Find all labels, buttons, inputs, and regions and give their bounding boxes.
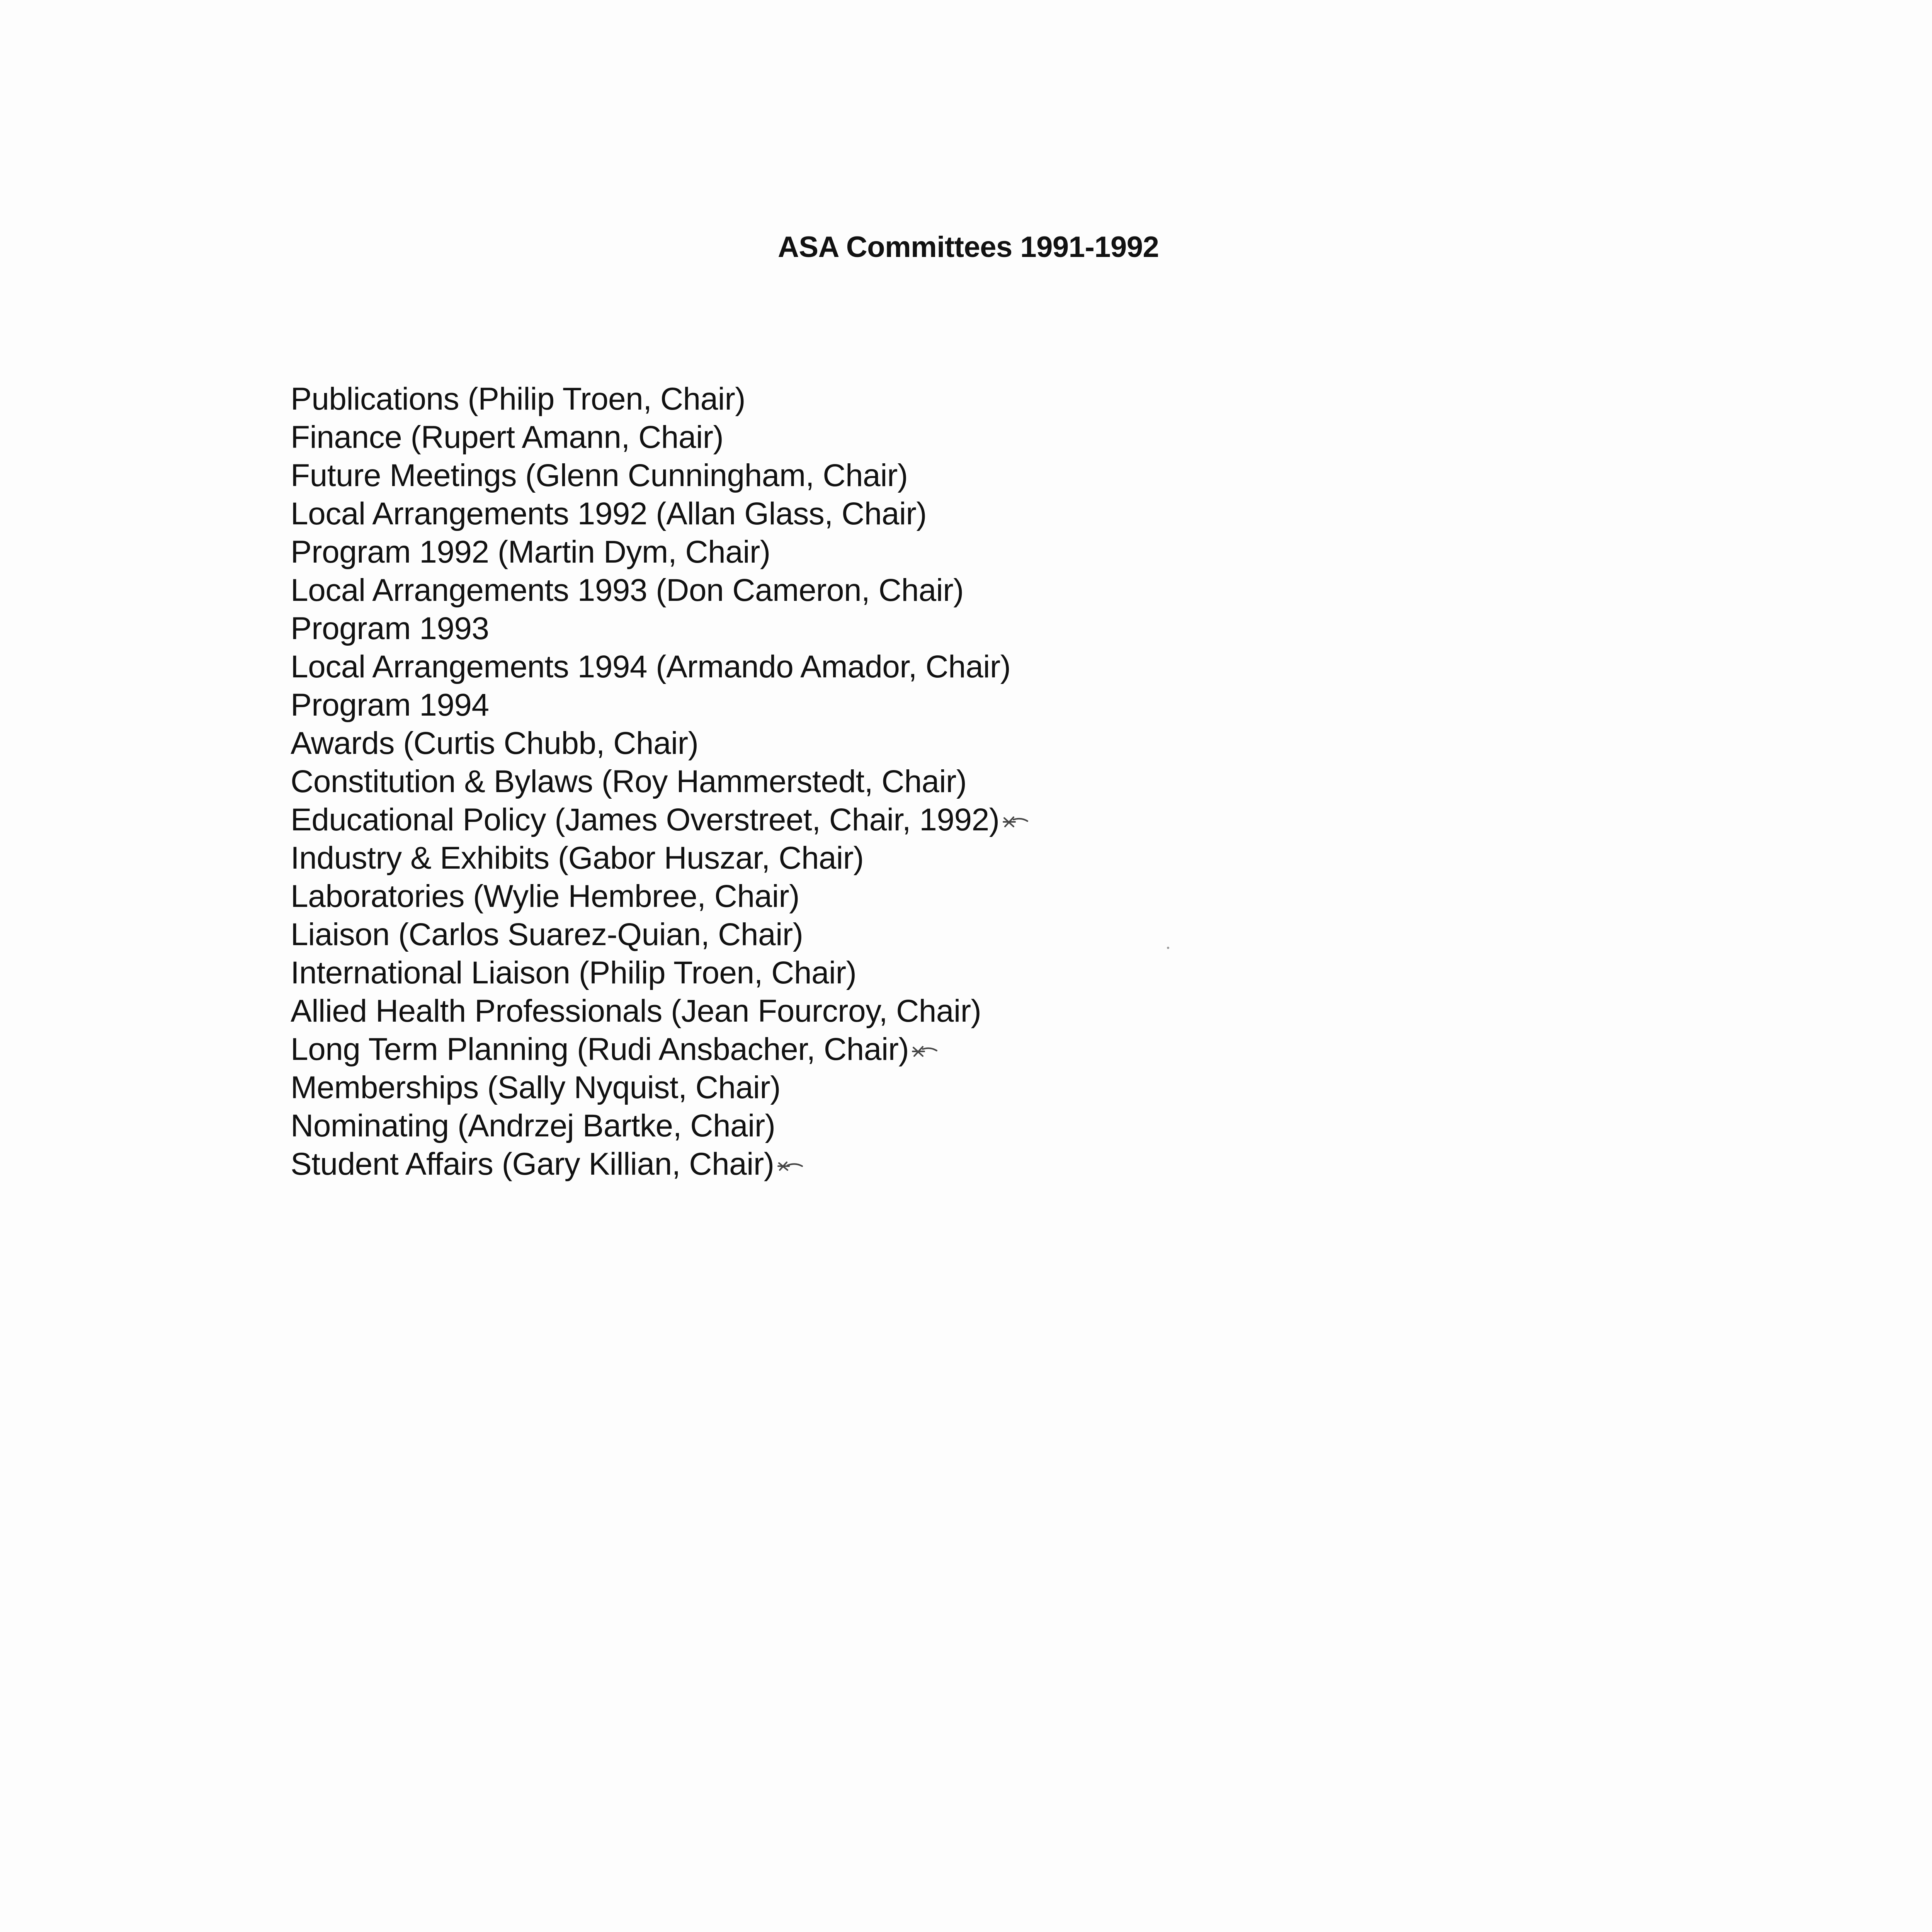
committee-item-text: Program 1993 <box>291 611 489 646</box>
committee-item-text: Finance (Rupert Amann, Chair) <box>291 420 724 455</box>
committee-item <box>291 686 1029 724</box>
committee-item-text: Local Arrangements 1993 (Don Cameron, Chair) <box>291 573 964 608</box>
committee-item-text: Nominating (Andrzej Bartke, Chair) <box>291 1108 776 1143</box>
handwritten-mark-icon <box>1002 814 1029 830</box>
committee-item <box>291 954 1029 992</box>
committee-item <box>291 915 1029 954</box>
committee-item-text: Future Meetings (Glenn Cunningham, Chair) <box>291 458 908 493</box>
committee-item <box>291 648 1029 686</box>
committee-item <box>291 571 1029 609</box>
committee-item <box>291 992 1029 1030</box>
committee-item-text: Industry & Exhibits (Gabor Huszar, Chair) <box>291 840 864 876</box>
committee-item <box>291 1145 1029 1183</box>
committee-item <box>291 380 1029 418</box>
committee-item <box>291 1107 1029 1145</box>
committee-item <box>291 418 1029 456</box>
committee-item-text: Program 1992 (Martin Dym, Chair) <box>291 534 770 570</box>
committee-item-text: Local Arrangements 1994 (Armando Amador, Chair) <box>291 649 1011 684</box>
committee-item <box>291 1030 1029 1068</box>
committee-item-text: Liaison (Carlos Suarez-Quian, Chair) <box>291 917 803 952</box>
handwritten-mark-icon <box>911 1044 938 1059</box>
committee-item <box>291 762 1029 801</box>
committee-item-text: Allied Health Professionals (Jean Fourcroy, Chair) <box>291 993 981 1029</box>
committee-item-text: Publications (Philip Troen, Chair) <box>291 381 746 417</box>
committee-item <box>291 801 1029 839</box>
committee-item <box>291 533 1029 571</box>
committee-item <box>291 495 1029 533</box>
committee-item-text: Constitution & Bylaws (Roy Hammerstedt, Chair) <box>291 764 967 799</box>
committee-item-text: Educational Policy (James Overstreet, Chair, 1992) <box>291 802 1000 837</box>
committee-item-text: Memberships (Sally Nyquist, Chair) <box>291 1070 781 1105</box>
committee-item-text: Long Term Planning (Rudi Ansbacher, Chair) <box>291 1032 909 1067</box>
committee-item <box>291 1068 1029 1107</box>
committee-item-text: Program 1994 <box>291 687 489 723</box>
committee-item-text: Laboratories (Wylie Hembree, Chair) <box>291 879 800 914</box>
scan-speck <box>1167 947 1169 949</box>
committee-list <box>291 380 1029 1183</box>
committee-item-text: Student Affairs (Gary Killian, Chair) <box>291 1146 774 1182</box>
committee-item <box>291 456 1029 495</box>
committee-item-text: Awards (Curtis Chubb, Chair) <box>291 726 699 761</box>
committee-item <box>291 839 1029 877</box>
committee-item-text: International Liaison (Philip Troen, Chair) <box>291 955 857 990</box>
document-title: ASA Committees 1991-1992 <box>778 231 1159 264</box>
committee-item <box>291 724 1029 762</box>
committee-item-text: Local Arrangements 1992 (Allan Glass, Chair) <box>291 496 927 531</box>
committee-item <box>291 877 1029 915</box>
handwritten-mark-icon <box>777 1158 804 1174</box>
committee-item <box>291 609 1029 648</box>
